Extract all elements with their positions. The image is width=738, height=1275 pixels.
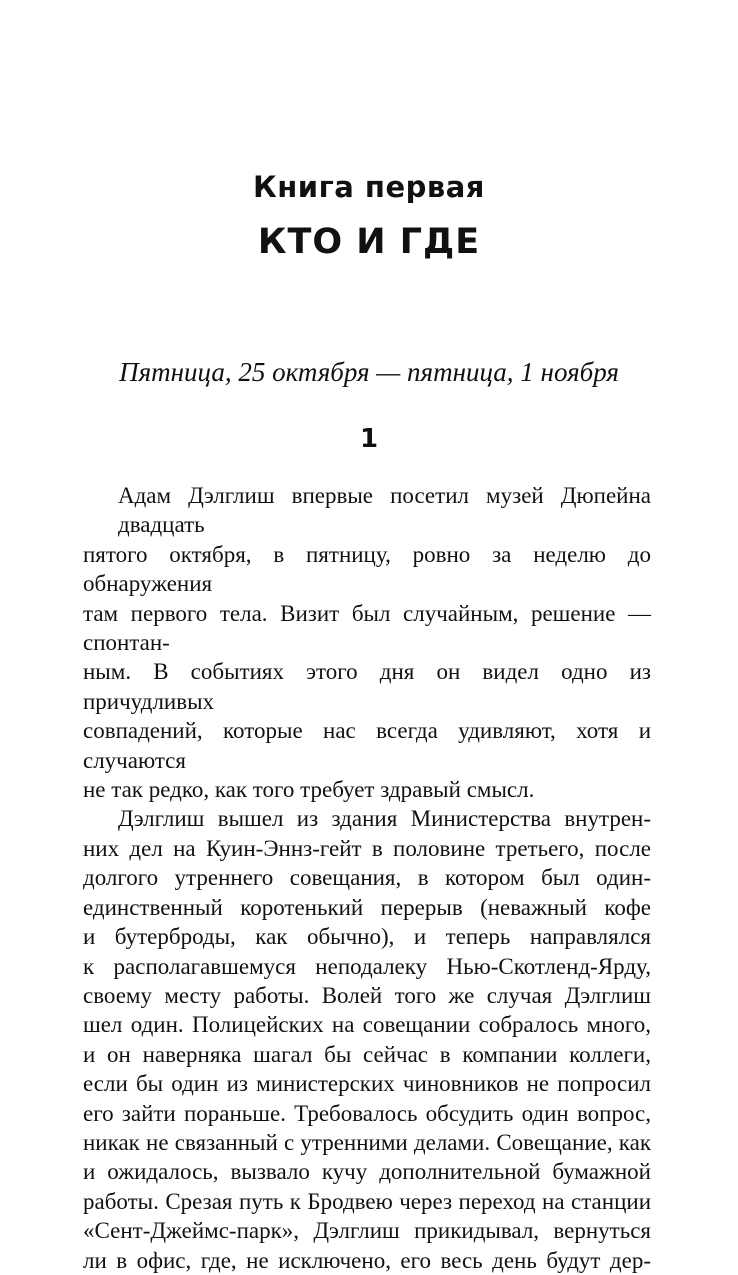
text-line: и ожидалось, вызвало кучу дополнительной бумажной bbox=[83, 1159, 651, 1185]
text-line: них дел на Куин-Эннз-гейт в половине третьего, после bbox=[83, 835, 651, 861]
text-line: своему месту работы. Волей того же случая Дэлглиш bbox=[83, 982, 651, 1008]
paragraph-1 bbox=[83, 481, 651, 804]
text-line: ным. В событиях этого дня он видел одно из причудливых bbox=[83, 659, 651, 714]
text-line: и он наверняка шагал бы сейчас в компании коллеги, bbox=[83, 1041, 651, 1067]
text-line: совпадений, которые нас всегда удивляют, хотя и случаются bbox=[83, 718, 651, 773]
text-line: пятого октября, в пятницу, ровно за неделю до обнаружения bbox=[83, 541, 651, 597]
chapter-body bbox=[83, 481, 651, 1275]
text-line: работы. Срезая путь к Бродвею через переход на станции bbox=[83, 1188, 651, 1214]
text-line: там первого тела. Визит был случайным, решение — спонтан- bbox=[83, 600, 651, 656]
text-line: если бы один из министерских чиновников не попросил bbox=[83, 1071, 651, 1097]
text-line: его зайти пораньше. Требовалось обсудить один вопрос, bbox=[83, 1100, 651, 1126]
chapter-number: 1 bbox=[359, 424, 379, 454]
text-line: шел один. Полицейских на совещании собралось много, bbox=[83, 1012, 651, 1038]
date-range-subtitle: Пятница, 25 октября — пятница, 1 ноября bbox=[119, 357, 619, 387]
text-line: долгого утреннего совещания, в котором был один- bbox=[83, 865, 651, 891]
text-line: и бутерброды, как обычно), и теперь направлялся bbox=[83, 924, 651, 950]
part-title: КТО И ГДЕ bbox=[257, 222, 481, 262]
text-line: не так редко, как того требует здравый смысл. bbox=[83, 777, 535, 803]
text-line: никак не связанный с утренними делами. Совещание, как bbox=[83, 1129, 651, 1155]
text-line: Дэлглиш вышел из здания Министерства внутрен- bbox=[118, 806, 651, 832]
text-line: единственный коротенький перерыв (неважный кофе bbox=[83, 894, 651, 920]
text-line: к располагавшемуся неподалеку Нью-Скотленд-Ярду, bbox=[83, 953, 651, 979]
book-title: Книга первая bbox=[253, 170, 485, 204]
text-line: «Сент-Джеймс-парк», Дэлглиш прикидывал, вернуться bbox=[83, 1218, 651, 1244]
text-line: Адам Дэлглиш впервые посетил музей Дюпейна двадцать bbox=[118, 483, 651, 538]
text-line: ли в офис, где, не исключено, его весь день будут дер- bbox=[83, 1247, 651, 1273]
paragraph-2 bbox=[83, 804, 651, 1275]
